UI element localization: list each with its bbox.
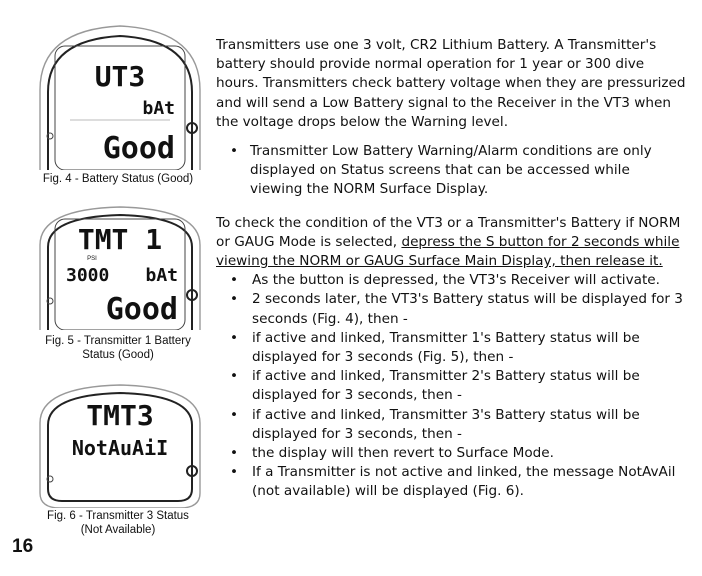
intro-paragraph: Transmitters use one 3 volt, CR2 Lithium Battery. A Transmitter's battery should provide normal operation for 1 year or 300 dive hours. Transmitters check battery voltage when they are pressurized and will send a Low Battery signal to the Receiver in the VT3 when the voltage drops below the Warning level. [216,37,686,130]
steps-list [216,271,686,501]
figure-5-caption [18,334,218,362]
check-intro: To check the condition of the VT3 or a Transmitter's Battery if NORM or GAUG Mode is selected, [216,214,681,250]
step-item: • As the button is depressed, the VT3's Receiver will activate. [216,271,686,290]
figure-4-caption [18,172,218,186]
step-item: • If a Transmitter is not active and linked, the message NotAvAil (not available) will be displayed (Fig. 6). [216,463,686,501]
warning-bullet: • Transmitter Low Battery Warning/Alarm conditions are only displayed on Status screens that can be accessed while viewing the NORM Surface Display. [216,142,686,200]
caption-line: Fig. 5 - Transmitter 1 Battery [45,335,191,347]
psi-label: PSI [87,256,97,262]
warning-list [216,142,686,200]
figure-4-device [30,20,210,170]
lcd-small-line: NotAuAiI [71,436,169,460]
lcd-small-line: bAt [142,98,175,119]
caption-line: Status (Good) [82,349,154,361]
caption-line: Fig. 4 - Battery Status (Good) [42,173,194,185]
check-instruction: depress the S button for 2 seconds while viewing the NORM or GAUG Surface Main Display, then release it. [216,233,680,270]
figure-6-device [30,383,210,508]
caption-line: Fig. 6 - Transmitter 3 Status [47,510,189,522]
caption-line: (Not Available) [80,524,156,536]
lcd-top-line: TMT3 [86,399,154,432]
lcd-big-line: Good [102,131,175,166]
lcd-top-line: TMT 1 [77,223,163,256]
step-item: • the display will then revert to Surface Mode. [216,444,686,463]
lcd-pressure-value: 3000 [66,265,110,286]
step-item: • if active and linked, Transmitter 3's Battery status will be displayed for 3 seconds, then - [216,406,686,444]
step-item: • 2 seconds later, the VT3's Battery status will be displayed for 3 seconds (Fig. 4), then - [216,290,686,328]
figure-6-caption [18,509,218,537]
figure-5-device [30,205,210,330]
lcd-top-line: UT3 [94,60,146,93]
body-text [216,36,686,502]
lcd-small-line: bAt [145,265,178,286]
step-item: • if active and linked, Transmitter 2's Battery status will be displayed for 3 seconds, then - [216,367,686,405]
step-item: • if active and linked, Transmitter 1's Battery status will be displayed for 3 seconds (Fig. 5), then - [216,329,686,367]
check-paragraph [216,214,686,272]
page-number: 16 [12,536,34,557]
lcd-big-line: Good [105,292,178,327]
